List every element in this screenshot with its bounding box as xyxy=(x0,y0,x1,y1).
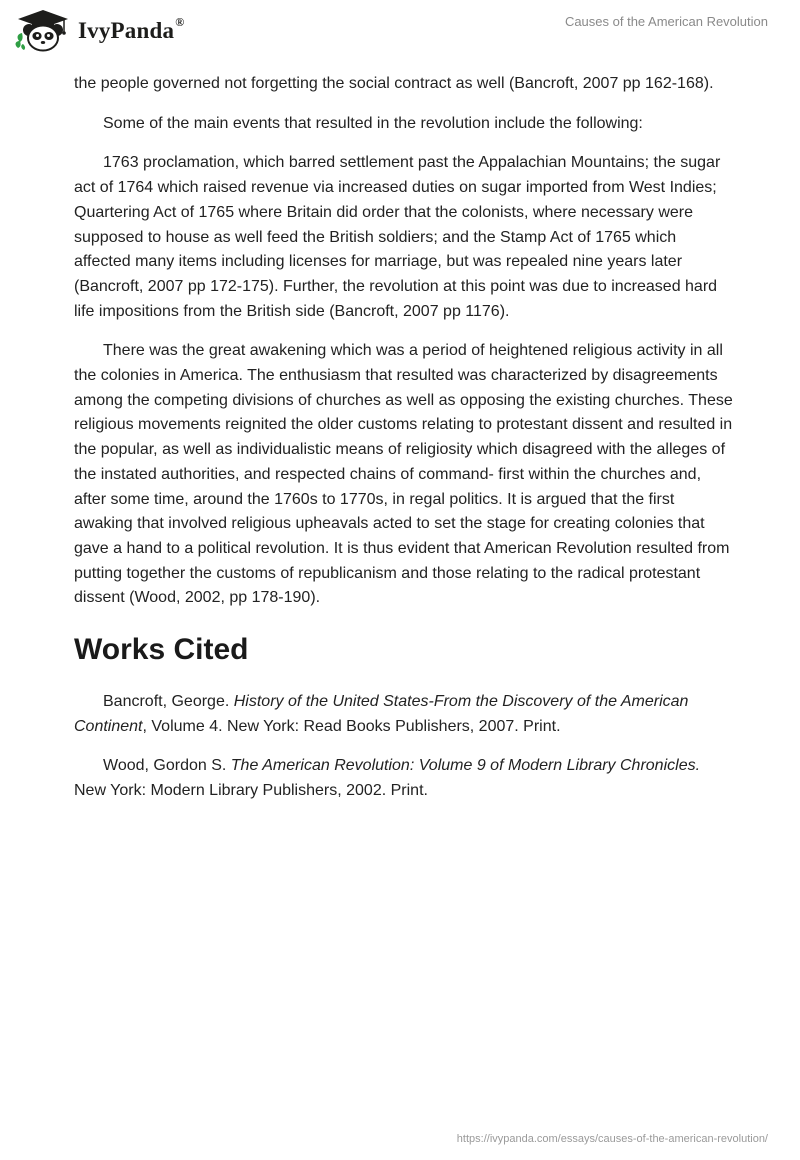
works-cited-heading: Works Cited xyxy=(74,633,249,667)
citation-author: Wood, Gordon S. xyxy=(103,757,231,775)
paragraph-main-events-intro: Some of the main events that resulted in the revolution include the following: xyxy=(103,114,643,132)
paragraph-continuation: the people governed not forgetting the social contract as well (Bancroft, 2007 pp 162-168). xyxy=(74,75,714,92)
citation-author: Bancroft, George. xyxy=(103,693,234,711)
source-url-link[interactable]: https://ivypanda.com/essays/causes-of-the-american-revolution/ xyxy=(456,1133,768,1145)
ivypanda-logo[interactable] xyxy=(14,8,184,52)
brand-name: IvyPanda® xyxy=(78,15,185,43)
citation-title: The American Revolution: Volume 9 of Modern Library Chronicles. xyxy=(230,757,701,775)
citation-details: New York: Modern Library Publishers, 2002. Print. xyxy=(74,782,428,800)
paragraph-events-list: 1763 proclamation, which barred settlement past the Appalachian Mountains; the sugar act of 1764 which raised revenue via increased duties on sugar imported from West Indies; Quartering Act of 1765 where Britain did order that the colonists, where necessary were supposed to house as well feed the British soldiers; and the Stamp Act of 1765 which affected many items including licenses for marriage, but was repealed nine years later (Bancroft, 2007 pp 172-175). Further, the revolution at this point was due to increased hard life impositions from the British side (Bancroft, 2007 pp 1176). xyxy=(74,154,721,320)
page-header xyxy=(0,0,800,60)
essay-content xyxy=(74,72,734,819)
citation-wood xyxy=(74,754,734,803)
citation-bancroft xyxy=(74,690,734,739)
panda-graduate-icon xyxy=(14,8,72,52)
paragraph-great-awakening: There was the great awakening which was a period of heightened religious activity in all the colonies in America. The enthusiasm that resulted was characterized by disagreements among the competing divisions of churches as well as opposing the existing churches. These religious movements reignited the older customs relating to protestant dissent and resulted in the popular, as well as individualistic means of religiosity which disagreed with the alleges of the instated authorities, and respected chains of command- first within the churches and, after some time, around the 1760s to 1770s, in regal politics. It is argued that the first awaking that involved religious upheavals acted to set the stage for creating colonies that gave a hand to a political revolution. It is thus evident that American Revolution resulted from putting together the customs of republicanism and those relating to the radical protestant dissent (Wood, 2002, pp 178-190). xyxy=(74,342,733,607)
citation-details: , Volume 4. New York: Read Books Publishers, 2007. Print. xyxy=(142,717,561,735)
document-title: Causes of the American Revolution xyxy=(564,14,768,29)
citation-title: History of the United States-From the Discovery of the American Continent xyxy=(74,693,689,735)
